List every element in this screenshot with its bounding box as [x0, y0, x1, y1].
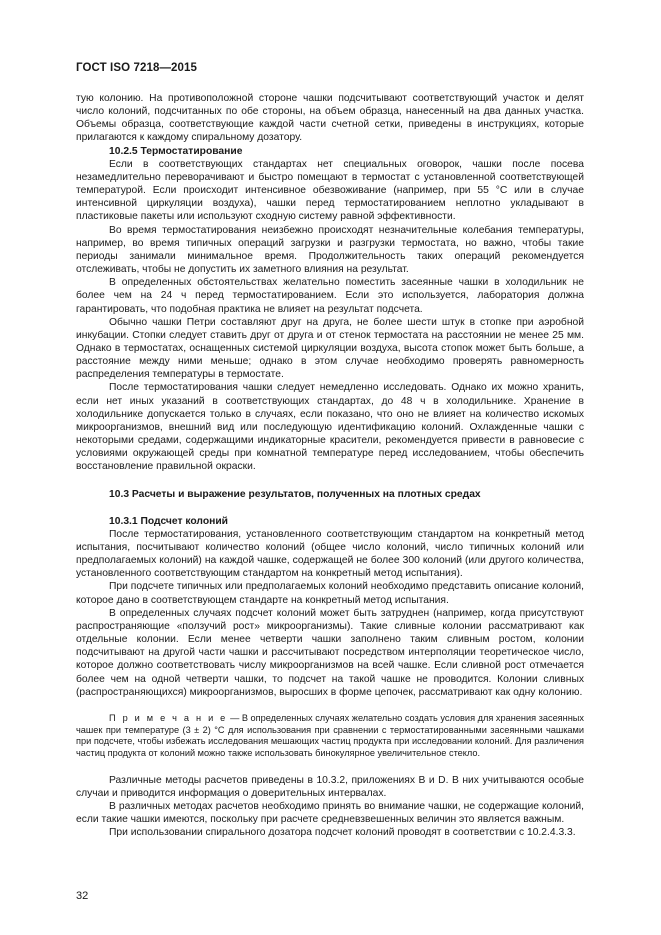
paragraph: При использовании спирального дозатора подсчет колоний проводят в соответствии с 10.2.4.3.3.	[109, 827, 576, 839]
subsection-heading: 10.2.5 Термостатирование	[109, 145, 243, 157]
paragraph: Если в соответствующих стандартах нет специальных оговорок, чашки после посева незамедлительно переворачивают и быстро помещают в термостат с установленной соответствующей температурой. Если происходит интенсивное обезвоживание (например, при 55 °С или в случае интенсивной циркуляции воздуха), чашки перед термостатированием неплотно укладывают в пластиковые пакеты или используют сходную систему равной эффективности.	[76, 158, 584, 223]
paragraph: При подсчете типичных или предполагаемых колоний необходимо представить описание колоний, которое дано в соответствующем стандарте на конкретный метод испытания.	[76, 581, 584, 606]
note	[76, 713, 584, 760]
paragraph: В определенных обстоятельствах желательно поместить засеянные чашки в холодильник не более чем на 24 ч перед термостатированием. Если это используется, лаборатория должна гарантировать, что подобная практика не влияет на результат подсчета.	[76, 277, 584, 315]
paragraph: Во время термостатирования неизбежно происходят незначительные колебания температуры, например, во время типичных операций загрузки и разгрузки термостата, но важно, чтобы такие периоды занимали минимальное время. Продолжительность таких операций рекомендуется отслеживать, чтобы не допустить их заметного влияния на результат.	[76, 224, 584, 276]
paragraph: После термостатирования чашки следует немедленно исследовать. Однако их можно хранить, если нет иных указаний в соответствующих стандартах, до 48 ч в холодильнике. Хранение в холодильнике допускается только в случаях, если показано, что оно не влияет на количество искомых микроорганизмов, внешний вид или последующую идентификацию колоний. Охлажденные чашки с некоторыми средами, содержащими индикаторные красители, рекомендуется привести в равновесие с условиями окружающей среды при комнатной температуре перед исследованием, чтобы обеспечить восстановление правильной окраски.	[76, 382, 584, 473]
paragraph: После термостатирования, установленного соответствующим стандартом на конкретный метод испытания, посчитывают количество колоний (общее число колоний, число типичных колоний или предполагаемых колоний) на каждой чашке, содержащей не более 300 колоний (или другого количества, установленного соответствующим стандартом на конкретный метод испытания).	[76, 528, 584, 580]
document-header: ГОСТ ISO 7218—2015	[76, 62, 198, 74]
paragraph: тую колонию. На противоположной стороне чашки подсчитывают соответствующий участок и делят число колоний, подсчитанных по обе стороны, на объем образца, нанесенный на два данных участка. Объемы образца, соответствующие каждой части счетной сетки, приведены в инструкциях, которые прилагаются к каждому спиральному дозатору.	[76, 93, 584, 144]
note-label: П р и м е ч а н и е	[109, 712, 228, 723]
subsection-heading: 10.3.1 Подсчет колоний	[109, 515, 229, 527]
page-number: 32	[76, 890, 89, 902]
document-body	[76, 92, 584, 839]
note-text: — В определенных случаях желательно создать условия для хранения засеянных чашек при температуре (3 ± 2) °С для использования при сравнении с термостатированными засеянными чашками при подсчете, чтобы избежать исследования мешающих частиц продукта при исследовании колоний. Для различения частиц продукта от колоний можно также использовать бинокулярное увеличительное стекло.	[76, 712, 584, 758]
paragraph: Различные методы расчетов приведены в 10.3.2, приложениях В и D. В них учитываются особые случаи и приводится информация о доверительных интервалах.	[76, 774, 584, 799]
paragraph: Обычно чашки Петри составляют друг на друга, не более шести штук в стопке при аэробной инкубации. Стопки следует ставить друг от друга и от стенок термостата на расстоянии не менее 25 мм. Однако в термостатах, оснащенных системой циркуляции воздуха, высота стопок может быть больше, а расстояние между ними меньше; однако в этом случае необходимо проверять равномерность распределения температуры в термостате.	[76, 316, 584, 381]
section-heading: 10.3 Расчеты и выражение результатов, полученных на плотных средах	[109, 488, 481, 500]
paragraph: В определенных случаях подсчет колоний может быть затруднен (например, когда присутствуют распространяющие «ползучий рост» микроорганизмы). Такие сливные колонии рассматривают как отдельные колонии. Если менее четверти чашки заполнено таким сливным ростом, колонии подсчитывают на другой части чашки и рассчитывают посредством интерполяции теоретическое число, которое должно соответствовать числу микроорганизмов на всей чашке. Если сливной рост отмечается более чем на одной четверти чашки, то подсчет на такой чашке не проводится. Колонии сливных (распространяющихся) микроорганизмов, выросших в форме цепочек, рассматривают как одну колонию.	[76, 607, 584, 698]
paragraph: В различных методах расчетов необходимо принять во внимание чашки, не содержащие колоний, если такие чашки имеются, поскольку при расчете средневзвешенных величин это является важным.	[76, 801, 584, 826]
